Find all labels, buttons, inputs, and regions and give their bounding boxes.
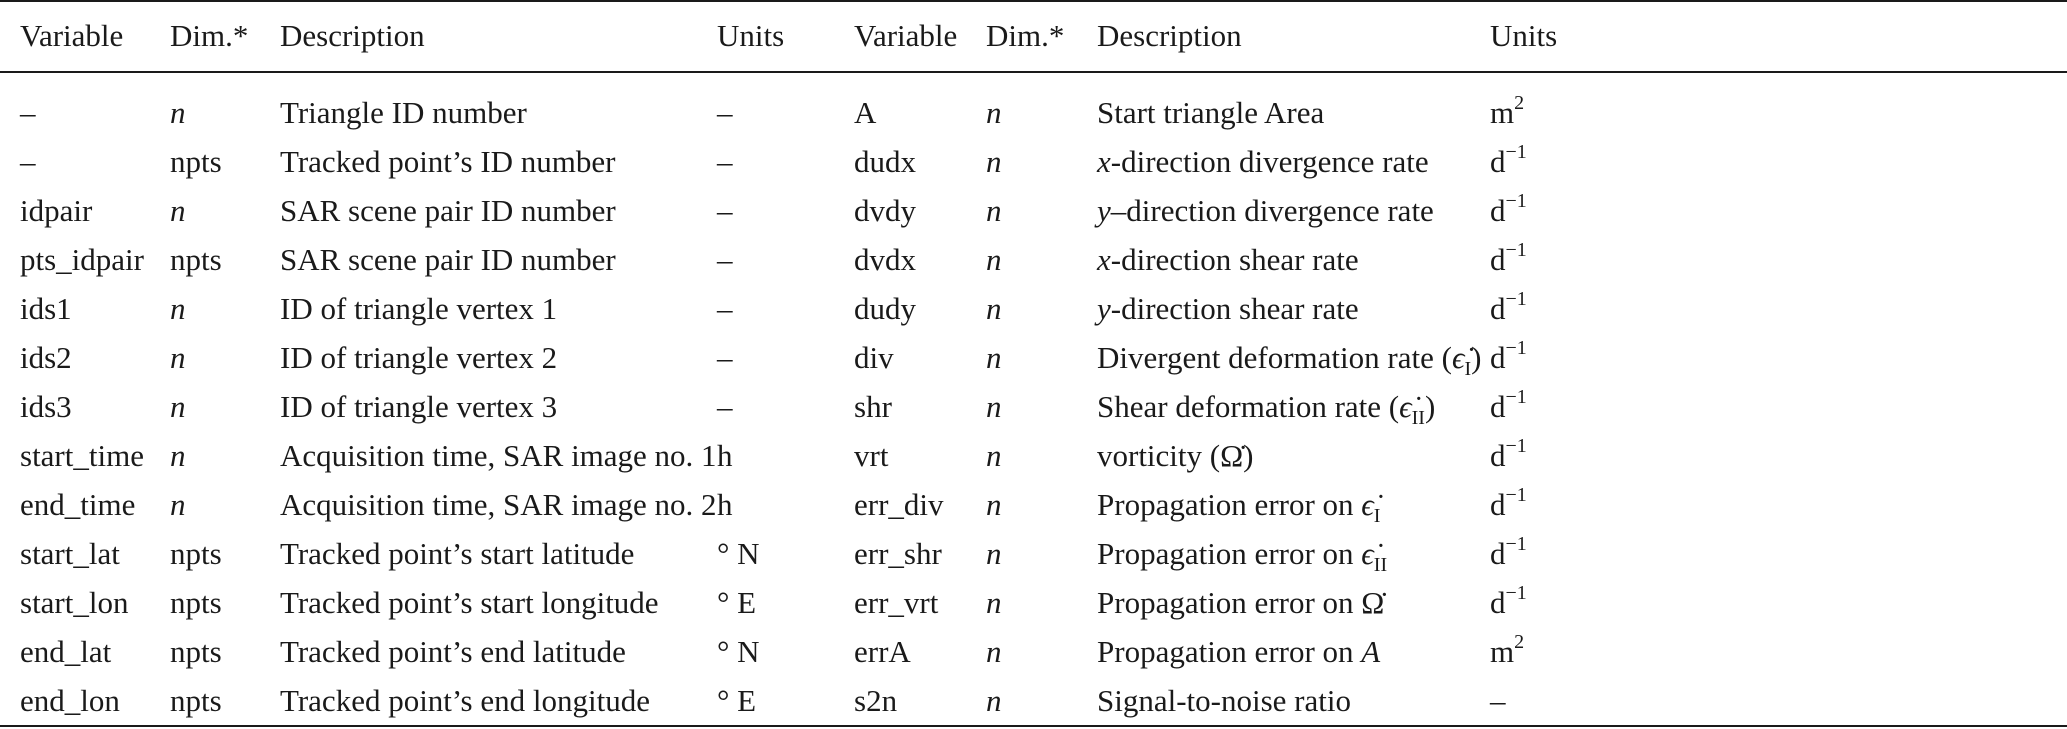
spacer-row	[0, 70, 1590, 88]
units-cell: ° E	[717, 585, 757, 620]
units-cell-2: $d^{-1}$	[1490, 189, 1527, 228]
table-row	[0, 137, 1590, 186]
bottom-rule	[0, 725, 2067, 727]
dim-cell-2: n	[986, 193, 1002, 228]
dim-cell-2: n	[986, 95, 1002, 130]
table-row	[0, 480, 1590, 529]
description-cell-2: x-direction shear rate	[1097, 242, 1359, 277]
header-description: Description	[280, 17, 425, 53]
units-cell-2: $d^{-1}$	[1490, 434, 1527, 473]
variable-cell-2: shr	[854, 389, 892, 424]
description-cell-2: x-direction divergence rate	[1097, 144, 1429, 179]
description-cell: ID of triangle vertex 2	[280, 340, 558, 375]
units-cell: –	[717, 242, 733, 277]
units-cell-2: $d^{-1}$	[1490, 581, 1527, 620]
dim-cell: npts	[170, 242, 222, 277]
dim-cell: npts	[170, 144, 222, 179]
variable-cell: –	[20, 144, 36, 179]
description-cell: SAR scene pair ID number	[280, 193, 616, 228]
description-cell-2: Propagation error on Ω̇	[1097, 585, 1385, 620]
description-cell: Triangle ID number	[280, 95, 527, 130]
variable-cell-2: vrt	[854, 438, 889, 473]
dim-cell: npts	[170, 536, 222, 571]
header-units-2: Units	[1490, 17, 1558, 53]
dim-cell-2: n	[986, 438, 1002, 473]
table-body	[0, 70, 1590, 725]
variable-cell-2: err_div	[854, 487, 944, 522]
description-cell: SAR scene pair ID number	[280, 242, 616, 277]
units-cell-2: $m^2$	[1490, 630, 1525, 669]
units-cell-2: $d^{-1}$	[1490, 238, 1527, 277]
dim-cell: npts	[170, 683, 222, 718]
variable-cell-2: dvdy	[854, 193, 916, 228]
description-cell-2: vorticity (Ω̇)	[1097, 438, 1254, 473]
header-variable: Variable	[20, 17, 124, 53]
dim-cell: n	[170, 340, 186, 375]
description-cell-2: Propagation error on $\epsiloṅ_I$	[1097, 487, 1381, 528]
description-cell: Tracked point’s ID number	[280, 144, 616, 179]
units-cell: ° N	[717, 536, 760, 571]
units-cell: ° N	[717, 634, 760, 669]
table-row	[0, 382, 1590, 431]
variable-cell-2: errA	[854, 634, 911, 669]
dim-cell-2: n	[986, 144, 1002, 179]
variable-cell-2: err_vrt	[854, 585, 939, 620]
description-cell-2: Propagation error on $\epsiloṅ_{II}$	[1097, 536, 1388, 577]
dim-cell-2: n	[986, 242, 1002, 277]
dim-cell: n	[170, 438, 186, 473]
table-row	[0, 235, 1590, 284]
table-row	[0, 88, 1590, 137]
dim-cell: npts	[170, 585, 222, 620]
dim-cell: npts	[170, 634, 222, 669]
variable-cell: start_time	[20, 438, 144, 473]
header-row	[0, 0, 1590, 70]
units-cell-2: $d^{-1}$	[1490, 483, 1527, 522]
variable-cell: start_lat	[20, 536, 120, 571]
variable-cell: –	[20, 95, 36, 130]
variable-cell-2: A	[854, 95, 877, 130]
dim-cell: n	[170, 487, 186, 522]
units-cell: –	[717, 340, 733, 375]
table-row	[0, 578, 1590, 627]
variable-cell: end_lat	[20, 634, 112, 669]
table-row	[0, 627, 1590, 676]
description-cell: Acquisition time, SAR image no. 2	[280, 487, 717, 522]
description-cell: ID of triangle vertex 3	[280, 389, 558, 424]
description-cell: Tracked point’s start longitude	[280, 585, 659, 620]
variable-cell: ids1	[20, 291, 72, 326]
table-row	[0, 529, 1590, 578]
units-cell-2: $d^{-1}$	[1490, 287, 1527, 326]
header-dim-2: Dim.*	[986, 17, 1065, 53]
dim-cell-2: n	[986, 389, 1002, 424]
variable-cell-2: dudy	[854, 291, 916, 326]
description-cell-2: y–direction divergence rate	[1097, 193, 1434, 228]
dim-cell: n	[170, 291, 186, 326]
units-cell-2: $d^{-1}$	[1490, 385, 1527, 424]
dim-cell-2: n	[986, 536, 1002, 571]
dim-cell-2: n	[986, 291, 1002, 326]
variable-cell: idpair	[20, 193, 93, 228]
variable-cell-2: s2n	[854, 683, 898, 718]
description-cell-2: y-direction shear rate	[1097, 291, 1359, 326]
description-cell-2: Propagation error on A	[1097, 634, 1381, 669]
units-cell: –	[717, 95, 733, 130]
variable-cell: end_lon	[20, 683, 120, 718]
description-cell: Tracked point’s end latitude	[280, 634, 626, 669]
units-cell-2: $d^{-1}$	[1490, 532, 1527, 571]
dim-cell: n	[170, 95, 186, 130]
units-cell: –	[717, 193, 733, 228]
units-cell: –	[717, 144, 733, 179]
variable-cell: start_lon	[20, 585, 129, 620]
units-cell: h	[717, 487, 733, 522]
units-cell: h	[717, 438, 733, 473]
units-cell-2: $d^{-1}$	[1490, 140, 1527, 179]
description-cell: Tracked point’s end longitude	[280, 683, 650, 718]
dim-cell-2: n	[986, 683, 1002, 718]
description-cell-2: Shear deformation rate $(\epsiloṅ_{II})$	[1097, 389, 1436, 430]
units-cell: –	[717, 291, 733, 326]
dim-cell-2: n	[986, 487, 1002, 522]
variable-cell-2: div	[854, 340, 894, 375]
header-units: Units	[717, 17, 785, 53]
description-cell: Tracked point’s start latitude	[280, 536, 635, 571]
dim-cell-2: n	[986, 340, 1002, 375]
header-variable-2: Variable	[854, 17, 958, 53]
description-cell-2: Signal-to-noise ratio	[1097, 683, 1351, 718]
units-cell: –	[717, 389, 733, 424]
dim-cell-2: n	[986, 585, 1002, 620]
dim-cell-2: n	[986, 634, 1002, 669]
units-cell: ° E	[717, 683, 757, 718]
header-dim: Dim.*	[170, 17, 249, 53]
units-cell-2: $d^{-1}$	[1490, 336, 1527, 375]
header-description-2: Description	[1097, 17, 1242, 53]
description-cell: ID of triangle vertex 1	[280, 291, 558, 326]
table-row	[0, 676, 1590, 725]
variable-cell: ids2	[20, 340, 72, 375]
units-cell-2: $m^2$	[1490, 91, 1525, 130]
table-row	[0, 431, 1590, 480]
description-cell-2: Start triangle Area	[1097, 95, 1325, 130]
description-cell: Acquisition time, SAR image no. 1	[280, 438, 717, 473]
table-row	[0, 284, 1590, 333]
variable-cell-2: err_shr	[854, 536, 942, 571]
variable-cell: ids3	[20, 389, 72, 424]
description-cell-2: Divergent deformation rate $(\epsiloṅ_I)$	[1097, 340, 1482, 381]
units-cell-2: –	[1490, 683, 1506, 718]
table-row	[0, 333, 1590, 382]
variable-cell: pts_idpair	[20, 242, 144, 277]
table-row	[0, 186, 1590, 235]
variable-cell-2: dudx	[854, 144, 916, 179]
variable-cell: end_time	[20, 487, 136, 522]
variable-cell-2: dvdx	[854, 242, 916, 277]
dim-cell: n	[170, 193, 186, 228]
dim-cell: n	[170, 389, 186, 424]
